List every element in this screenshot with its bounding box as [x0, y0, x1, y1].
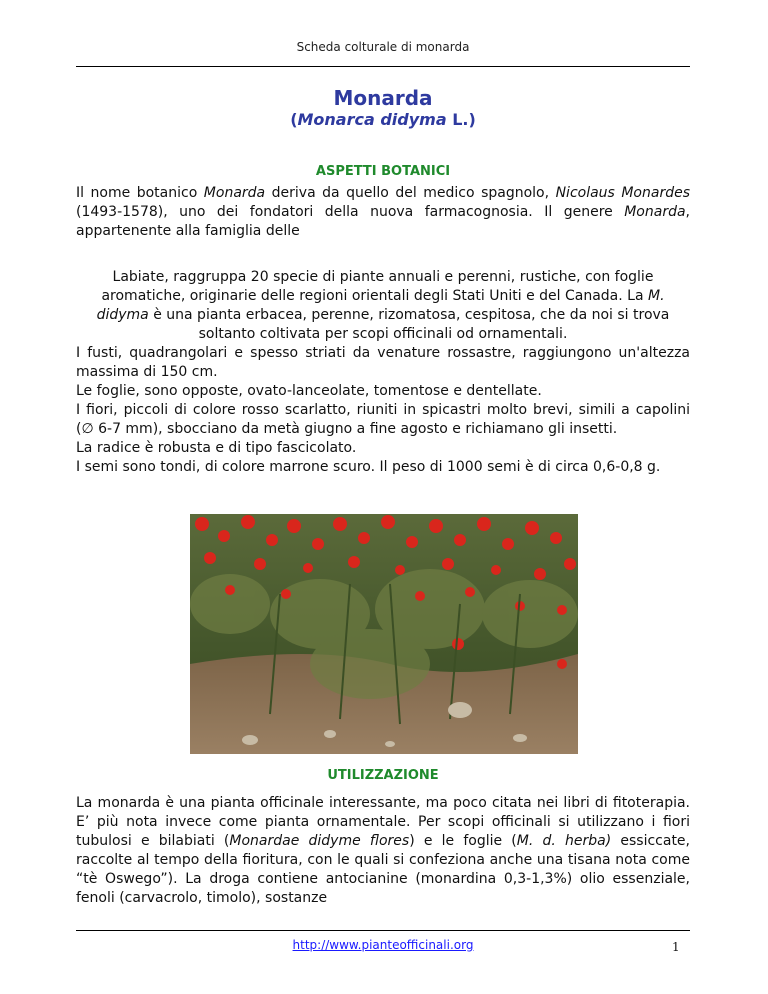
page-header: Scheda colturale di monarda	[296, 40, 470, 54]
semi-line: I semi sono tondi, di colore marrone scuro. Il peso di 1000 semi è di circa 0,6-0,8 g.	[76, 459, 661, 475]
radice-line: La radice è robusta e di tipo fascicolato.	[76, 440, 357, 456]
footer-divider	[76, 930, 690, 931]
fiori-line: I fiori, piccoli di colore rosso scarlatto, riuniti in spicastri molto brevi, simili a capolini (∅ 6-7 mm), sbocciano da metà giugno a fine agosto e richiamano gli insetti.	[76, 402, 690, 437]
section-heading-utilizzazione: UTILIZZAZIONE	[327, 768, 439, 783]
page-number: 1	[672, 940, 680, 954]
botanici-details	[76, 344, 690, 477]
header-divider	[76, 66, 690, 67]
fusti-line: I fusti, quadrangolari e spesso striati da venature rossastre, raggiungono un'altezza massima di 150 cm.	[76, 345, 690, 380]
botanici-center-paragraph: Labiate, raggruppa 20 specie di piante annuali e perenni, rustiche, con foglie aromatiche, originarie delle regioni orientali degli Stati Uniti e del Canada. La M. didyma è una pianta erbacea, perenne, rizomatosa, cespitosa, che da noi si trova soltanto coltivata per scopi officinali od ornamentali.	[96, 269, 670, 342]
page-subtitle: (Monarca didyma L.)	[290, 110, 476, 129]
section-heading-botanici: ASPETTI BOTANICI	[315, 164, 451, 179]
page-title: Monarda	[333, 86, 433, 110]
foglie-line: Le foglie, sono opposte, ovato-lanceolate, tomentose e dentellate.	[76, 383, 542, 399]
website-link[interactable]: http://www.pianteofficinali.org	[292, 938, 474, 952]
species-name: Monarca didyma	[297, 110, 447, 129]
footer-url[interactable]	[76, 938, 690, 952]
utilizzazione-paragraph: La monarda è una pianta officinale interessante, ma poco citata nei libri di fitoterapia. E’ più nota invece come pianta ornamentale. Per scopi officinali si utilizzano i fiori tubulosi e bilabiati (Monardae didyme flores) e le foglie (M. d. herba) essiccate, raccolte al tempo della fioritura, con le quali si confeziona anche una tisana nota come “tè Oswego”). La droga contiene antocianine (monardina 0,3-1,3%) olio essenziale, fenoli (carvacrolo, timolo), sostanze	[76, 795, 690, 906]
monarda-photo	[190, 514, 578, 754]
botanici-intro-paragraph: Il nome botanico Monarda deriva da quello del medico spagnolo, Nicolaus Monardes (1493-1578), uno dei fondatori della nuova farmacognosia. Il genere Monarda, appartenente alla famiglia delle	[76, 185, 690, 239]
